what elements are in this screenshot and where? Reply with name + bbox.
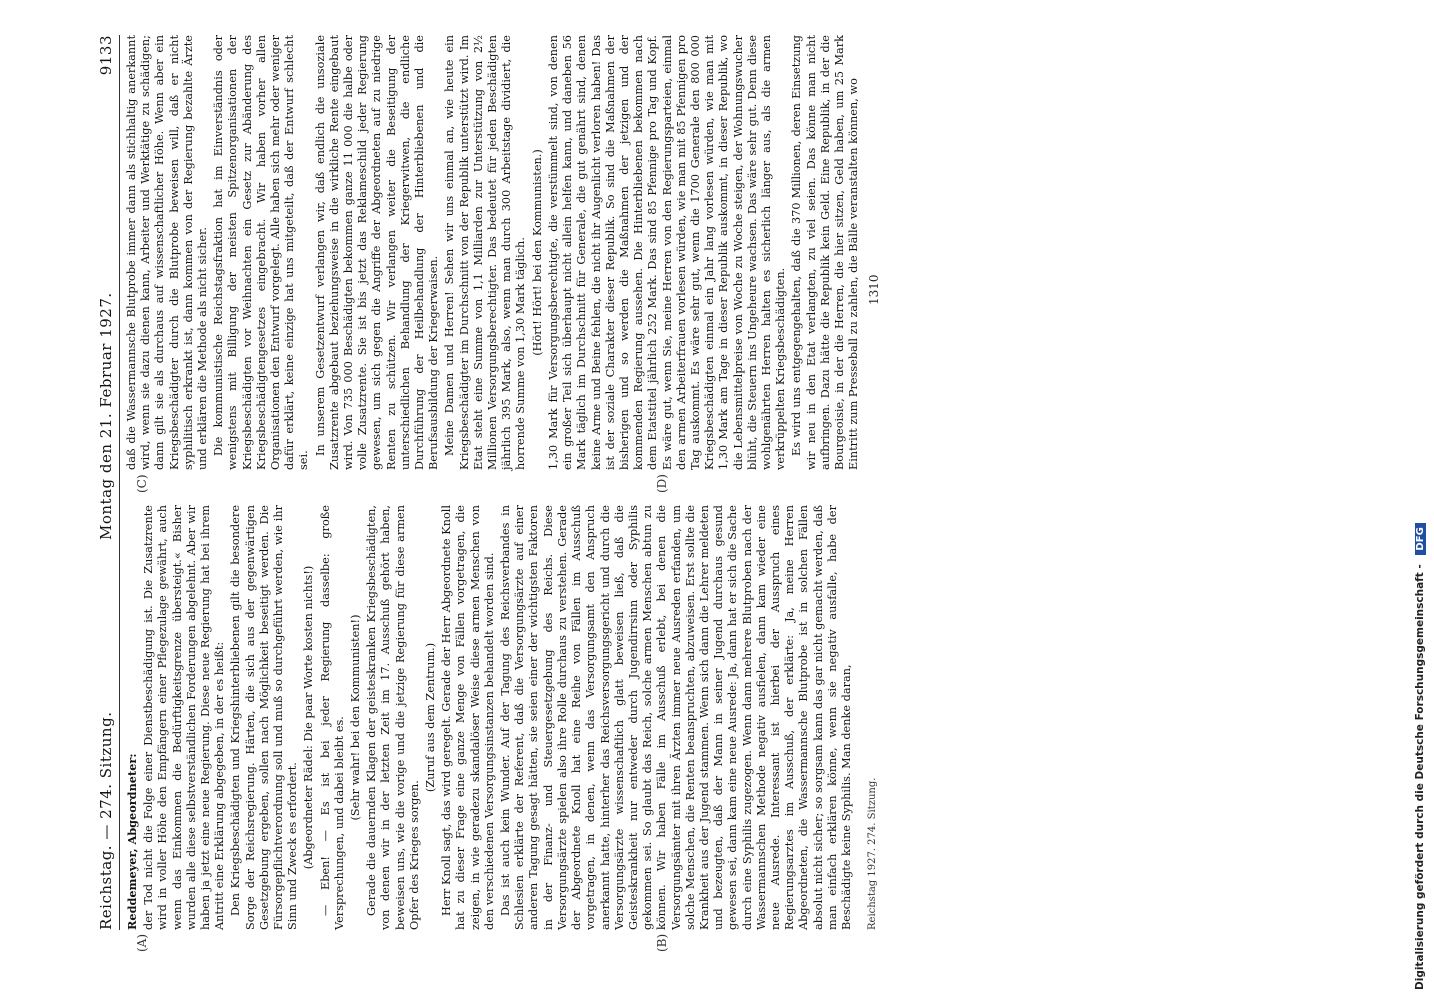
dfg-logo: DFG <box>1415 523 1426 554</box>
paragraph: Gerade die dauernden Klagen der geisteskranken Kriegsbeschädigten, von denen wir in der letzten Zeit im 17. Ausschuß gehört haben, beweisen uns, wie die vorige und die jetzige Regierung für diese armen Opfer des Krieges sorgen. <box>365 505 421 930</box>
paragraph: In unserem Gesetzentwurf verlangen wir, daß endlich die unsoziale Zusatzrente abgebaut beziehungsweise in die wirkliche Rente eingebaut wird. Von 735 000 Beschädigten bekommen ganze 11 000 die halbe oder volle Zusatzrente. Sie ist bis jetzt das Reklameschild jeder Regierung gewesen, um sich gegen die Angriffe der Abgeordneten auf zu niedrige Renten zu schützen. Wir verlangen weiter die Beseitigung der unterschiedlichen Behandlung der Kriegerwitwen, die endliche Durchführung der Heilbehandlung der Hinterbliebenen und die Berufsausbildung der Kriegerwaisen. <box>313 35 441 470</box>
paragraph: — Eben! — Es ist bei jeder Regierung dasselbe: große Versprechungen, und dabei bleibt es. <box>318 505 346 930</box>
paragraph: Das ist auch kein Wunder. Auf der Tagung des Reichsverbandes in Schlesien erklärte der Referent, daß die Versorgungsärzte auf einer anderen Tagung gesagt hätten, sie seien einer der wichtigsten Faktoren in der Finanz- und Steuergesetzgebung des Reichs. Diese Versorgungsärzte spielen also ihre Rolle durchaus zu verstehen. Gerade der Abgeordnete Knoll hat eine Reihe von Fällen im Ausschuß vorgetragen, in denen, wenn das Versorgungsamt den Anspruch anerkannt hatte, hinterher das Reichsversorgungsgericht und durch die Versorgungsärzte wissenschaftlich glatt beweisen ließ, daß die Geisteskrankheit nur entweder durch Jugendirrsinn oder Syphilis gekommen sei. So glaubt das Reich, solche armen Menschen abtun zu können. Wir haben Fälle im Ausschuß erlebt, bei denen die Versorgungsämter mit ihren Ärzten immer neue Ausreden erfanden, um solche Menschen, die Renten beanspruchten, abzuweisen. Erst sollte die Krankheit aus der Jugend stammen. Wenn sich dann die Lehrer meldeten und bezeugten, daß der Mann in seiner Jugend durchaus gesund gewesen sei, dann kam eine neue Ausrede: Ja, dann hat er sich die Sache durch eine Syphilis zugezogen. Wenn dann mehrere Blutproben nach der Wassermannschen Methode negativ ausfielen, dann kam wieder eine neue Ausrede. Interessant ist hierbei der Ausspruch eines Regierungsarztes im Ausschuß, der erklärte: Ja, meine Herren Abgeordneten, die Wassermannsche Blutprobe ist in solchen Fällen absolut nicht sicher; so sorgsam kann das gar nicht gemacht werden, daß man einfach erklären könne, wenn sie negativ ausfalle, habe der Beschädigte keine Syphilis. Man denke daran, <box>499 505 853 930</box>
margin-marker-c: (C) <box>135 474 149 493</box>
margin-marker-a: (A) <box>135 933 149 952</box>
funding-note-text: Digitalisierung gefördert durch die Deutsche Forschungsgemeinschaft - <box>1414 564 1426 990</box>
document-page <box>95 35 890 952</box>
margin-marker-d: (D) <box>655 474 669 493</box>
quoted-declaration: Den Kriegsbeschädigten und Kriegshinterbliebenen gilt die besondere Sorge der Reichsregierung. Härten, die sich aus der gegenwärtigen Gesetzgebung ergeben, sollen nach Möglichkeit beseitigt werden. Die Fürsorgepflichtverordnung soll und muß so durchgeführt werden, wie ihr Sinn und Zweck es erfordert. <box>229 505 300 930</box>
paragraph: Die kommunistische Reichstagsfraktion hat im Einverständnis oder wenigstens mit Billigung der meisten Spitzenorganisationen der Kriegsbeschädigten vor Weihnachten ein Gesetz zur Abänderung des Kriegsbeschädigtengesetzes eingebracht. Wir haben vorher allen Organisationen den Entwurf vorgelegt. Alle haben sich mehr oder weniger dafür erklärt, keine einzige hat uns mitgeteilt, daß der Entwurf schlecht sei. <box>212 35 311 470</box>
header-session: Reichstag. — 274. Sitzung. <box>97 711 115 930</box>
paragraph: Herr Knoll sagt, das wird geregelt. Gerade der Herr Abgeordnete Knoll hat zu dieser Frage eine ganze Menge von Fällen vorgetragen, die zeigen, in wie geradezu skandalöser Weise diese armen Menschen von den verschiedenen Versorgungsinstanzen behandelt worden sind. <box>440 505 496 930</box>
header-page-number: 9133 <box>97 35 115 76</box>
interjection: (Sehr wahr! bei den Kommunisten!) <box>349 614 363 821</box>
interjection: (Hört! Hört! bei den Kommunisten.) <box>530 149 544 356</box>
header-rule <box>119 35 120 930</box>
speaker-name: Reddemeyer, Abgeordneter: <box>125 753 139 930</box>
interjection: (Abgeordneter Rädel: Die paar Worte kosten nichts!) <box>302 565 316 870</box>
left-column <box>125 505 855 930</box>
header-date: Montag den 21. Februar 1927. <box>97 292 115 540</box>
footer-page-number: 1310 <box>867 274 881 305</box>
margin-marker-b: (B) <box>655 933 669 952</box>
right-column <box>125 35 861 470</box>
interjection: (Zuruf aus dem Zentrum.) <box>424 642 438 793</box>
page-header <box>95 35 121 930</box>
funding-note <box>1412 10 1432 990</box>
paragraph: der Tod nicht die Folge einer Dienstbeschädigung ist. Die Zusatzrente wird in voller Höhe den Empfängern einer Pflegezulage gewährt, auch wenn das Einkommen die Bedürftigkeitsgrenze übersteigt.« Bisher wurden alle diese selbstverständlichen Forderungen abgelehnt. Aber wir haben ja jetzt eine neue Regierung. Diese neue Regierung hat bei ihrem Antritt eine Erklärung abgegeben, in der es heißt: <box>142 505 227 930</box>
paragraph: 1,30 Mark für Versorgungsberechtigte, die verstümmelt sind, von denen ein großer Teil sich überhaupt nicht allein helfen kann, und daneben 56 Mark täglich im Durchschnitt für Generale, die gut genährt sind, denen keine Arme und Beine fehlen, die nicht ihr Augenlicht verloren haben! Das ist der soziale Charakter dieser Republik. So sind die Maßnahmen der bisherigen und so werden die Maßnahmen der jetzigen und der kommenden Regierung aussehen. Die Hinterbliebenen bekommen nach dem Etatstitel jährlich 252 Mark. Das sind 85 Pfennige pro Tag und Kopf. Es wäre gut, wenn Sie, meine Herren von den Regierungsparteien, einmal den armen Arbeiterfrauen vorlesen würden, wie man mit 85 Pfennigen pro Tag auskommt. Es wäre sehr gut, wenn die 1700 Generale den 800 000 Kriegsbeschädigten einmal ein Jahr lang vorlesen würden, wie man mit 1,30 Mark am Tage in dieser Republik auskommt, in dieser Republik, wo die Lebensmittelpreise von Woche zu Woche steigen, der Wohnungswucher blüht, die Steuern ins Ungeheure wachsen. Das wäre sehr gut. Denn diese wohlgenährten Herren halten es sicherlich länger aus, als die armen verkrüppelten Kriegsbeschädigten. <box>546 35 788 470</box>
paragraph: daß die Wassermannsche Blutprobe immer dann als stichhaltig anerkannt wird, wenn sie dazu dienen kann, Arbeiter und Werktätige zu schädigen; dann gilt sie als durchaus auf wissenschaftlicher Höhe. Wenn aber ein Kriegsbeschädigter durch die Blutprobe beweisen will, daß er nicht syphilitisch erkrankt ist, dann kommen von der Regierung bezahlte Ärzte und erklären die Methode als nicht sicher. <box>125 35 210 470</box>
paragraph: Meine Damen und Herren! Sehen wir uns einmal an, wie heute ein Kriegsbeschädigter im Durchschnitt von der Republik unterstützt wird. Im Etat steht eine Summe von 1,1 Milliarden zur Unterstützung von 2½ Millionen Versorgungsberechtigter. Das bedeutet für jeden Beschädigten jährlich 395 Mark, also, wenn man durch 300 Arbeitstage dividiert, die horrende Summe von 1,30 Mark täglich. <box>443 35 528 470</box>
paragraph: Es wird uns entgegengehalten, daß die 370 Millionen, deren Einsetzung wir neu in den Etat verlangten, zu viel seien. Das könne man nicht aufbringen. Dazu hätte die Republik kein Geld. Eine Republik, in der die Bourgeoisie, in der die Herren, die hier sitzen, Geld haben, um 25 Mark Eintritt zum Presseball zu zahlen, die Bälle veranstalten können, wo <box>790 35 861 470</box>
footer-signature: Reichstag 1927. 274. Sitzung. <box>867 777 878 930</box>
